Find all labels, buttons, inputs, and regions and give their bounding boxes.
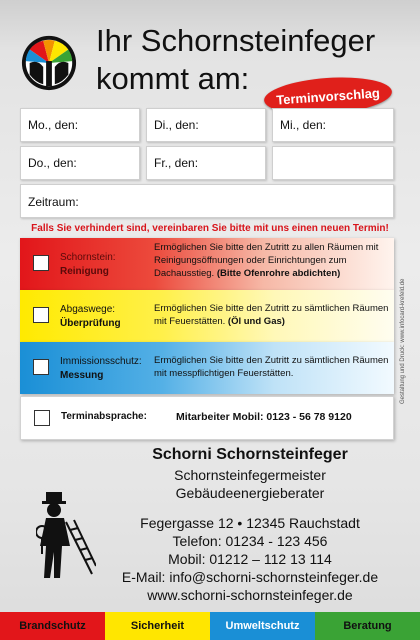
footer-sicherheit: Sicherheit (105, 612, 210, 640)
task-description: Ermöglichen Sie bitte den Zutritt zu sämtlichen Räumen mit messpflichtigen Feuerstätten. (154, 355, 389, 379)
footer-bar (0, 612, 420, 640)
company-title: Schornsteinfegermeister (174, 467, 326, 483)
termin-badge: Terminvorschlag (263, 74, 393, 119)
company-subtitle: Gebäudeenergieberater (175, 485, 325, 501)
company-address: Fegergasse 12 • 12345 Rauchstadt (140, 515, 360, 531)
date-field-mo[interactable]: Mo., den: (20, 108, 140, 142)
date-field-empty[interactable] (272, 146, 394, 180)
company-name: Schorni Schornsteinfeger (152, 446, 348, 463)
date-field-mi[interactable]: Mi., den: (272, 108, 394, 142)
terminabsprache-label: Terminabsprache: (61, 411, 147, 422)
checkbox-messung[interactable] (33, 359, 49, 375)
mitarbeiter-mobile: Mitarbeiter Mobil: 0123 - 56 78 9120 (176, 411, 352, 423)
company-email[interactable]: E-Mail: info@schorni-schornsteinfeger.de (121, 569, 379, 585)
footer-beratung: Beratung (315, 612, 420, 640)
footer-brandschutz: Brandschutz (0, 612, 105, 640)
guild-emblem-icon (20, 34, 78, 92)
date-field-di[interactable]: Di., den: (146, 108, 266, 142)
task-description: Ermöglichen Sie bitte den Zutritt zu sämtlichen Räumen mit Feuerstätten. (Öl und Gas) (154, 303, 389, 327)
date-field-fr[interactable]: Fr., den: (146, 146, 266, 180)
terminabsprache-row (20, 396, 394, 440)
company-website[interactable]: www.schorni-schornsteinfeger.de (147, 587, 353, 603)
page-title: Ihr Schornsteinfeger kommt am: (96, 23, 376, 96)
company-mobile: Mobil: 01212 – 112 13 114 (168, 551, 332, 567)
task-reinigung (20, 238, 394, 290)
checkbox-terminabsprache[interactable] (34, 410, 50, 426)
checkbox-ueberpruefung[interactable] (33, 307, 49, 323)
footer-umweltschutz: Umweltschutz (210, 612, 315, 640)
print-credit: Gestaltung und Druck: www.infocard-krefeld.de (400, 278, 406, 404)
task-label: Abgaswege: Überprüfung (60, 304, 121, 329)
warning-text: Falls Sie verhindert sind, vereinbaren Sie bitte mit uns einen neuen Termin! (31, 223, 389, 234)
zeitraum-field[interactable]: Zeitraum: (20, 184, 394, 218)
company-phone: Telefon: 01234 - 123 456 (172, 533, 328, 549)
date-field-do[interactable]: Do., den: (20, 146, 140, 180)
task-description: Ermöglichen Sie bitte den Zutritt zu allen Räumen mit Reinigungsöffnungen oder Einrichtungen zum Dachausstieg. (Bitte Ofenrohre abdichten) (154, 242, 379, 279)
task-label: Immissionsschutz: Messung (60, 356, 142, 381)
task-ueberpruefung (20, 290, 394, 342)
checkbox-reinigung[interactable] (33, 255, 49, 271)
task-messung (20, 342, 394, 394)
task-label: Schornstein: Reinigung (60, 252, 116, 277)
